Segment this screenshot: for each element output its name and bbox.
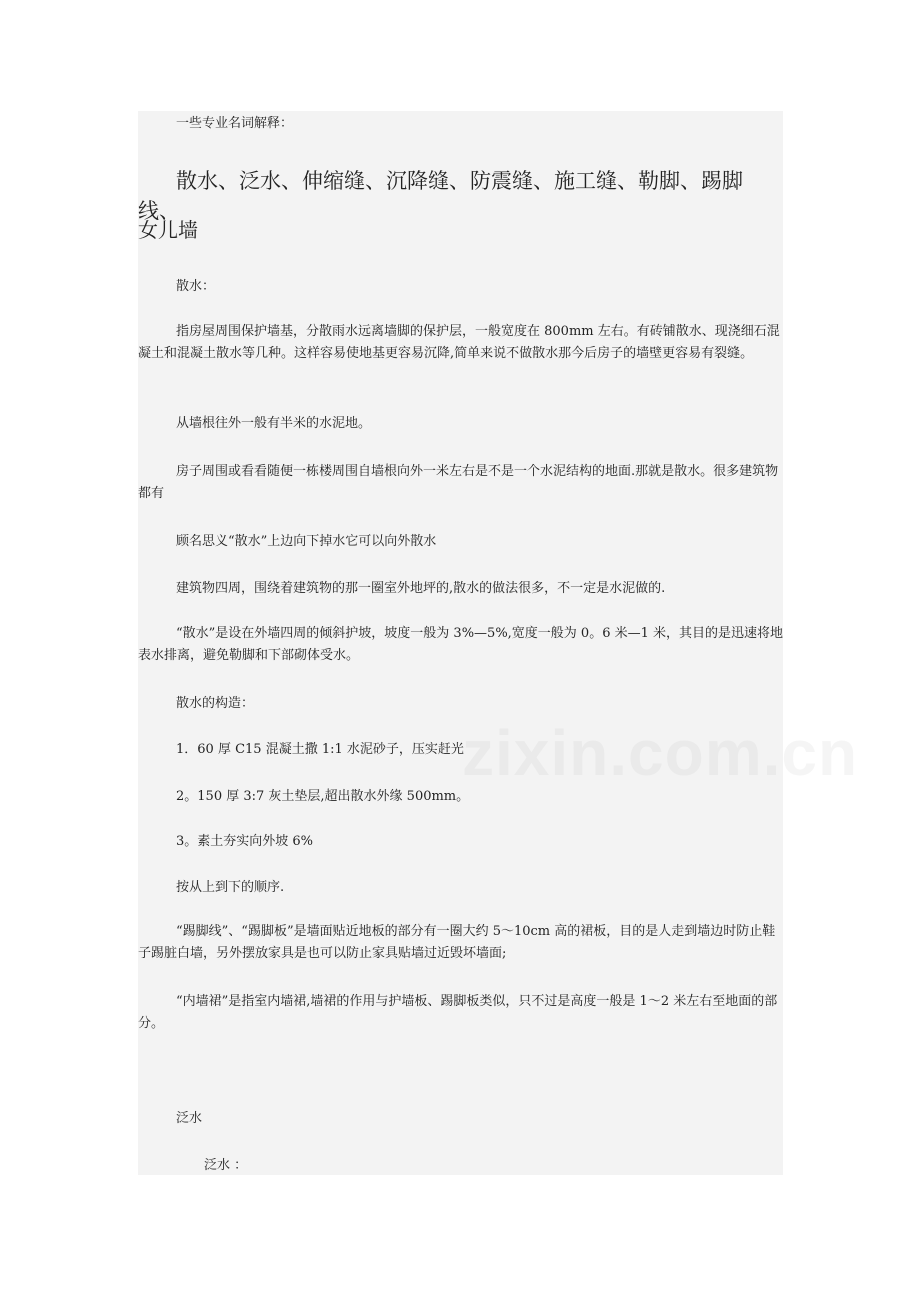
heading-fanshui: 泛水 — [176, 1111, 203, 1126]
terms-title-line1: 散水、泛水、伸缩缝、沉降缝、防震缝、施工缝、勒脚、踢脚线、 — [138, 169, 743, 223]
construction-item-2: 2。150 厚 3:7 灰土垫层,超出散水外缘 500mm。 — [176, 789, 470, 804]
heading-construction: 散水的构造： — [176, 696, 255, 711]
fanshui-label: 泛水 ： — [204, 1158, 248, 1173]
paragraph-neiqiangqun: “内墙裙”是指室内墙裙,墙裙的作用与护墙板、踢脚板类似，只不过是高度一般是 1～2 米左右至地面的部分。 — [138, 994, 778, 1031]
paragraph-sanshui-example: 房子周围或看看随便一栋楼周围自墙根向外一米左右是不是一个水泥结构的地面.那就是散水。很多建筑物都有 — [138, 464, 779, 501]
document-page — [138, 111, 859, 1175]
watermark: zixin.com.cn — [462, 717, 859, 789]
order-note: 按从上到下的顺序. — [176, 880, 285, 895]
paragraph-sanshui-width: 从墙根往外一般有半米的水泥地。 — [176, 416, 372, 431]
intro-text: 一些专业名词解释： — [176, 116, 294, 131]
construction-item-3: 3。素土夯实向外坡 6% — [176, 834, 314, 849]
paragraph-sanshui-slope: “散水”是设在外墙四周的倾斜护坡，坡度一般为 3%—5%,宽度一般为 0。6 米—1 米，其目的是迅速将地表水排离，避免勒脚和下部砌体受水。 — [138, 626, 784, 663]
paragraph-sanshui-meaning: 顾名思义“散水”上边向下掉水它可以向外散水 — [176, 534, 437, 549]
paragraph-sanshui-around: 建筑物四周，围绕着建筑物的那一圈室外地坪的,散水的做法很多，不一定是水泥做的. — [176, 581, 666, 596]
paragraph-sanshui-definition: 指房屋周围保护墙基，分散雨水远离墙脚的保护层，一般宽度在 800mm 左右。有砖铺散水、现浇细石混凝土和混凝土散水等几种。这样容易使地基更容易沉降,简单来说不做散水那今后房子的墙壁更容易有裂缝。 — [138, 324, 780, 361]
paragraph-tijiaoxian: “踢脚线”、“踢脚板”是墙面贴近地板的部分有一圈大约 5～10cm 高的裙板，目的是人走到墙边时防止鞋子踢脏白墙，另外摆放家具是也可以防止家具贴墙过近毁坏墙面; — [138, 924, 776, 961]
terms-title-line2: 女儿墙 — [138, 218, 198, 242]
construction-item-1: 1．60 厚 C15 混凝土撒 1:1 水泥砂子，压实赶光 — [176, 742, 464, 757]
heading-sanshui: 散水： — [176, 279, 216, 294]
